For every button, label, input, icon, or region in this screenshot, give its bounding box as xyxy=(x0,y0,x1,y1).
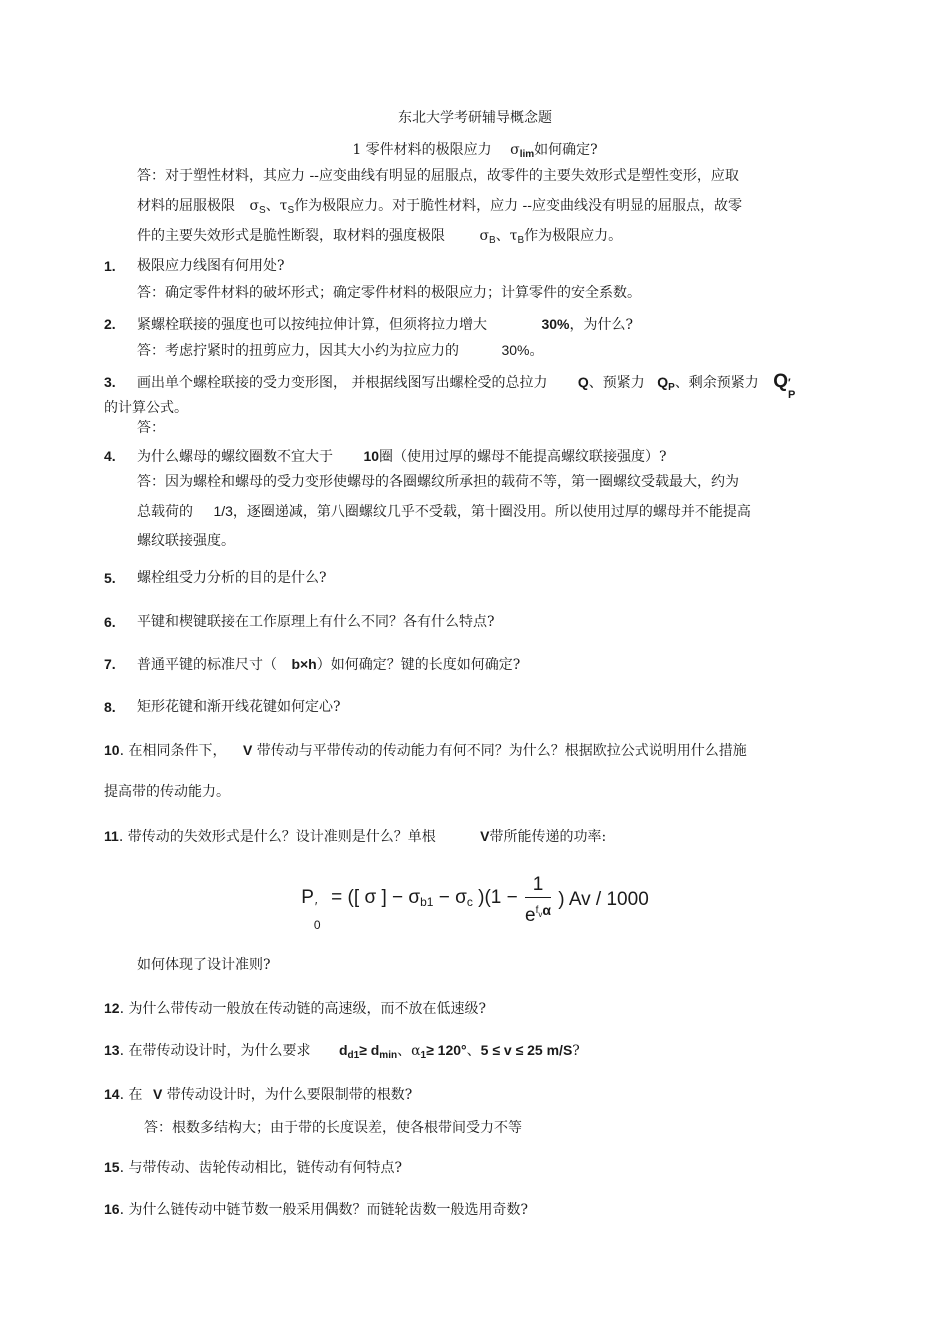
question-text-continued: 提高带的传动能力。 xyxy=(104,784,230,800)
formula-fraction: $\frac{1}{e^{fv\alpha}}$ xyxy=(525,873,551,926)
question-1-answer-line-1: 答：对于塑性材料，其应力 --应变曲线有明显的屈服点，故零件的主要失效形式是塑性变形，应取 xyxy=(137,168,739,184)
question-text: 15. 与带传动、齿轮传动相比，链传动有何特点? xyxy=(104,1159,402,1176)
question-text: 平键和楔键联接在工作原理上有什么不同？各有什么特点? xyxy=(137,614,495,630)
question-text: 11. 带传动的失效形式是什么？设计准则是什么？单根 V带所能传递的功率: xyxy=(104,828,607,845)
question-text: 紧螺栓联接的强度也可以按纯拉伸计算，但须将拉力增大 30%，为什么? xyxy=(137,316,633,333)
question-1-heading: 1 零件材料的极限应力 $\sigma_{lim}$如何确定? xyxy=(352,142,598,160)
answer-text: 答：确定零件材料的破坏形式；确定零件材料的极限应力；计算零件的安全系数。 xyxy=(137,285,641,301)
question-1-answer-line-3: 件的主要失效形式是脆性断裂，取材料的强度极限 $\sigma_B$、$\tau_B$作为极限应力。 xyxy=(137,228,623,246)
question-text: 极限应力线图有何用处? xyxy=(137,258,285,274)
answer-text: 总载荷的 1/3，逐圈递减，第八圈螺纹几乎不受载，第十圈没用。所以使用过厚的螺母并不能提高 xyxy=(137,503,751,520)
question-number: 3. xyxy=(104,374,116,390)
question-number: 7. xyxy=(104,656,116,672)
question-text: 13. 在带传动设计时，为什么要求 $d_{d1}\ge d_{min}$、$\alpha_1\ge 120^\circ$、5 ≤ v ≤ 25 m/S? xyxy=(104,1042,580,1061)
question-text-continued: 的计算公式。 xyxy=(104,400,188,416)
power-formula: P ′ 0 = ([ σ ] − $\sigma_{b1} - \sigma_c$ )(1 − $\frac{1}{e^{fv\alpha}}$ ) Av / 1000 xyxy=(301,873,649,932)
question-1-answer-line-2: 材料的屈服极限 $\sigma_S$、$\tau_S$作为极限应力。对于脆性材料，应力 --应变曲线没有明显的屈服点，故零 xyxy=(137,198,743,216)
question-number: 2. xyxy=(104,316,116,332)
question-number: 1. xyxy=(104,258,116,274)
question-text: 16. 为什么链传动中链节数一般采用偶数？而链轮齿数一般选用奇数? xyxy=(104,1201,528,1218)
question-text: 14. 在 V 带传动设计时，为什么要限制带的根数? xyxy=(104,1086,413,1103)
question-number: 5. xyxy=(104,570,116,586)
question-number: 6. xyxy=(104,614,116,630)
question-text: 画出单个螺栓联接的受力变形图， 并根据线图写出螺栓受的总拉力 Q、预紧力 $Q_P$、剩余预紧力 Q ′ P xyxy=(137,371,796,401)
question-number: 4. xyxy=(104,448,116,464)
question-text: 10. 在相同条件下， V 带传动与平带传动的传动能力有何不同？为什么？根据欧拉公式说明用什么措施 xyxy=(104,742,747,759)
document-title: 东北大学考研辅导概念题 xyxy=(398,110,552,126)
question-text: 为什么螺母的螺纹圈数不宜大于 10圈（使用过厚的螺母不能提高螺纹联接强度）? xyxy=(137,448,667,465)
question-text-continued: 如何体现了设计准则? xyxy=(137,957,271,973)
question-text: 矩形花键和渐开线花键如何定心? xyxy=(137,699,341,715)
question-text: 12. 为什么带传动一般放在传动链的高速级，而不放在低速级? xyxy=(104,1000,486,1017)
question-text: 螺栓组受力分析的目的是什么? xyxy=(137,570,327,586)
answer-text: 答：根数多结构大；由于带的长度误差，使各根带间受力不等 xyxy=(144,1120,522,1136)
answer-text: 答：因为螺栓和螺母的受力变形使螺母的各圈螺纹所承担的载荷不等，第一圈螺纹受载最大，约为 xyxy=(137,474,739,490)
answer-text: 螺纹联接强度。 xyxy=(137,533,235,549)
question-number: 8. xyxy=(104,699,116,715)
answer-text: 答： xyxy=(137,420,165,436)
answer-text: 答：考虑拧紧时的扭剪应力，因其大小约为拉应力的 30%。 xyxy=(137,342,544,359)
question-text: 普通平键的标准尺寸（ b×h）如何确定？键的长度如何确定? xyxy=(137,656,521,673)
